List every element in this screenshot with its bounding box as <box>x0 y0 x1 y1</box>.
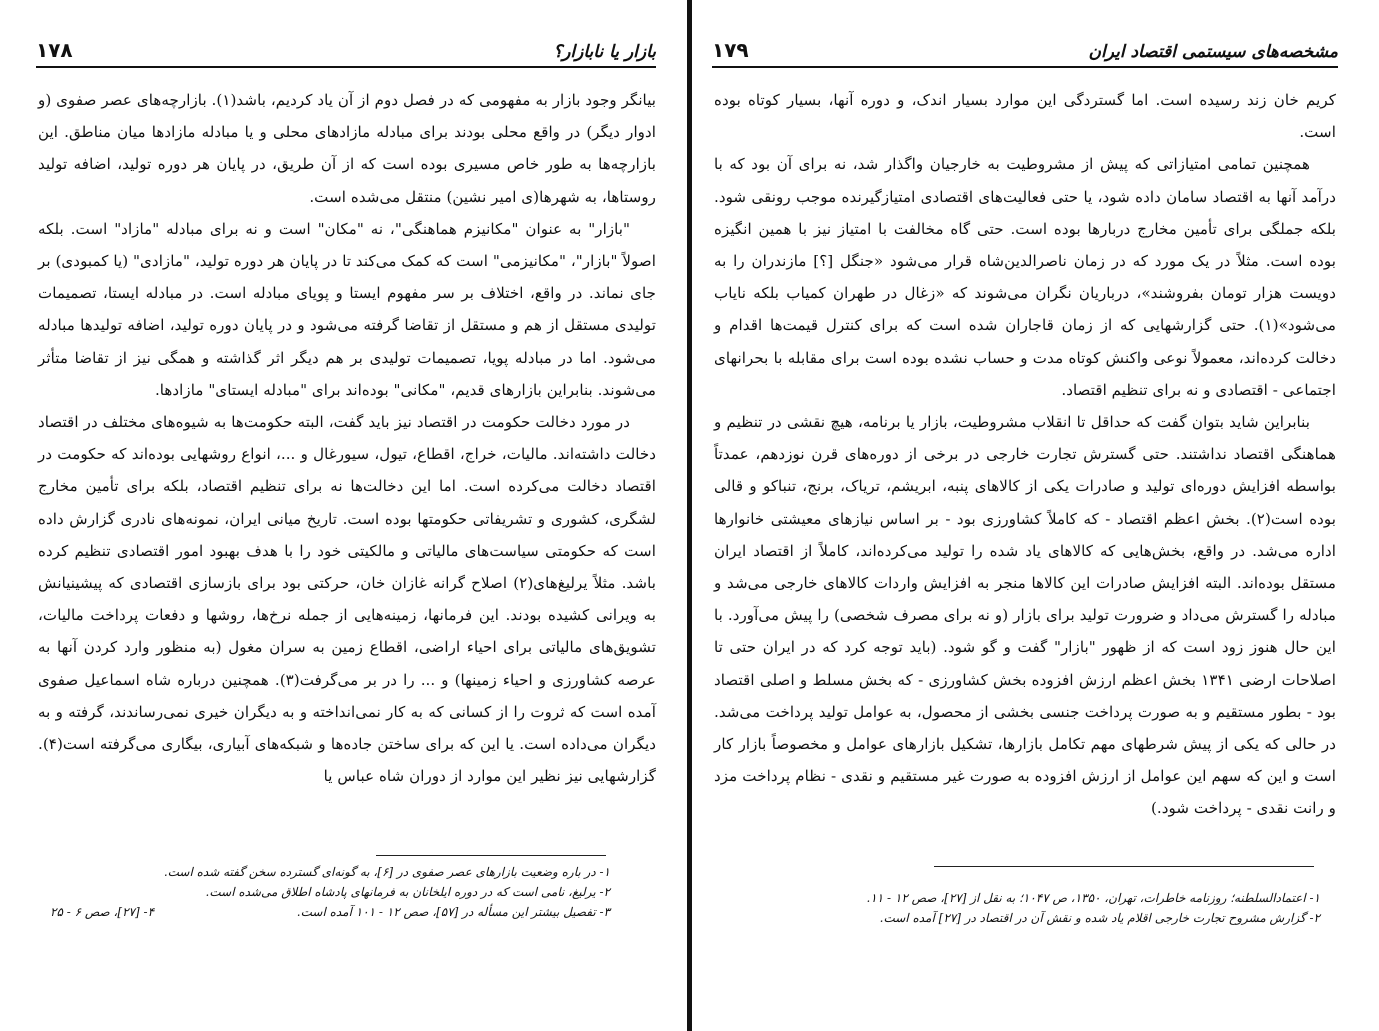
page-number: ۱۷۹ <box>712 38 749 62</box>
left-running-head <box>36 28 656 62</box>
right-footnotes <box>784 888 1320 928</box>
footnote: ۱- در باره وضعیت بازارهای عصر صفوی در [۶]، به گونه‌ای گسترده سخن گفته شده است. <box>163 865 610 879</box>
footnote: ۱- اعتمادالسلطنه؛ روزنامه خاطرات، تهران، ۱۳۵۰، ص ۱۰۴۷؛ به نقل از [۲۷]، صص ۱۲ - ۱۱. <box>866 891 1320 905</box>
footnote-rule <box>934 866 1314 867</box>
paragraph: در مورد دخالت حکومت در اقتصاد نیز باید گفت، البته حکومت‌ها به شیوه‌های مختلف در اقتصاد دخالت داشته‌اند. مالیات، خراج، اقطاع، تیول، سیورغال و ...، انواع روشهایی بوده‌اند که حکومت در اقتصاد دخالت می‌کرده است. اما این دخالت‌ها نه برای تنظیم اقتصاد، بلکه برای تأمین مخارج لشگری، کشوری و تشریفاتی حکومتها بوده است. تاریخ میانی ایران، نمونه‌های نادری گزارش داده است که حکومتی سیاست‌های مالیاتی و مالکیتی خود را با هدف بهبود امور اقتصادی تنظیم کرده باشد. مثلاً یرلیغ‌های(۲) اصلاح گرانه غازان خان، حرکتی بود برای بازسازی اقتصادی که پیشینیانش به ویرانی کشیده بودند. این فرمانها، زمینه‌هایی از جمله نرخ‌ها، روشها و دفعات پرداخت مالیات، تشویق‌های مالیاتی برای احیاء اراضی، اقطاع زمین به سران مغول (به منظور وارد کردن آنها به عرصه کشاورزی و احیاء زمینها) و ... را در بر می‌گرفت(۳). همچنین درباره شاه اسماعیل صفوی آمده است که ثروت را از کسانی که به کار نمی‌انداخته و به دیگران خیری نمی‌رساندند، گرفته و به دیگران می‌داده است. یا این که برای ساختن جاده‌ها و شبکه‌های آبیاری، بیگاری می‌گرفته است(۴). گزارشهایی نیز نظیر این موارد از دوران شاه عباس یا <box>38 413 656 786</box>
running-title: بازار یا نابازار؟ <box>553 42 656 62</box>
footnote: ۲- یرلیغ، نامی است که در دوره ایلخانان به فرمانهای پادشاه اطلاق می‌شده است. <box>205 885 610 899</box>
footnote-row <box>50 902 610 922</box>
page-number: ۱۷۸ <box>36 38 73 62</box>
footnote: ۲- گزارش مشروح تجارت خارجی اقلام یاد شده و نقش آن در اقتصاد در [۲۷] آمده است. <box>879 911 1320 925</box>
paragraph: بنابراین شاید بتوان گفت که حداقل تا انقلاب مشروطیت، بازار یا برنامه، هیچ نقشی در تنظیم و هماهنگی اقتصاد نداشتند. حتی گسترش تجارت خارجی در برخی از دوره‌های قرن نوزدهم، عمدتاً بواسطه افزایش دوره‌ای تولید و صادرات یکی از کالاهای پنبه، ابریشم، تریاک، برنج، تنباکو و قالی بوده است(۲). بخش اعظم اقتصاد - که کاملاً کشاورزی بود - بر اساس نیازهای معیشتی خانوارها اداره می‌شد. در واقع، بخش‌هایی که کالاهای یاد شده را تولید می‌کرده‌اند، کاملاً از اقتصاد ایران مستقل بوده‌اند. البته افزایش صادرات این کالاها منجر به افزایش واردات کالاهای خارجی می‌شد و مبادله را گسترش می‌داد و ضرورت تولید برای بازار (و نه برای مصرف شخصی) را پیش می‌آورد. با این حال هنوز زود است که از ظهور "بازار" گفت و گو شود. (باید توجه کرد که در ایران حتی تا اصلاحات ارضی ۱۳۴۱ بخش اعظم ارزش افزوده بخش کشاورزی - که بخش مسلط و اصلی اقتصاد بود - بطور مستقیم و به صورت پرداخت جنسی بخشی از محصول، به عوامل تولید پرداخت می‌شد. در حالی که یکی از پیش شرطهای مهم تکامل بازارها، تشکیل بازارهای عوامل و مخصوصاً بازار کار است و این که سهم این عوامل از ارزش افزوده به صورت غیر مستقیم و نقدی - نظام پرداخت مزد و رانت نقدی - پرداخت شود.) <box>714 413 1336 818</box>
paragraph: همچنین تمامی امتیازاتی که پیش از مشروطیت به خارجیان واگذار شد، نه برای آن بود که با درآمد آنها به اقتصاد سامان داده شود، یا حتی فعالیت‌های اقتصادی امتیازگیرنده موجب رونقی شود. بلکه جملگی برای تأمین مخارج دربارها بوده است. حتی گاه مخالفت با امتیاز نیز با همین انگیزه بوده است. مثلاً در یک مورد که در زمان ناصرالدین‌شاه قرار می‌شود «جنگل [؟] مازندران را به دویست هزار تومان بفروشند»، درباریان نگران می‌شوند که «زغال در طهران کمیاب بلکه نایاب می‌شود»(۱). حتی گزارشهایی که از زمان قاجاران شده است که برای کنترل قیمت‌ها اقدام و دخالت کرده‌اند، معمولاً نوعی واکنش کوتاه مدت و حساب نشده بوده است برای مقابله با بحرانهای اجتماعی - اقتصادی و نه برای تنظیم اقتصاد. <box>714 155 1336 399</box>
left-body-text <box>38 84 656 792</box>
footnote: ۳- تفصیل بیشتر این مسأله در [۵۷]، صص ۱۲ - ۱۰۱ آمده است. <box>296 905 610 919</box>
left-page <box>0 0 686 1031</box>
left-footnotes <box>50 862 610 922</box>
header-rule <box>712 66 1338 68</box>
running-title: مشخصه‌های سیستمی اقتصاد ایران <box>1088 42 1338 62</box>
header-rule <box>36 66 656 68</box>
right-running-head <box>712 28 1338 62</box>
paragraph: بیانگر وجود بازار به مفهومی که در فصل دوم از آن یاد کردیم، باشد(۱). بازارچه‌های عصر صفوی (و ادوار دیگر) در واقع محلی بودند برای مبادله مازادهای محلی و یا مبادله مازادها میان مناطق. این بازارچه‌ها به طور خاص مسیری بوده است که از آن طریق، در پایان هر دوره تولید، اضافه تولید روستاها، به شهرها(ی امیر نشین) منتقل می‌شده است. <box>38 91 656 206</box>
paragraph: کریم خان زند رسیده است. اما گستردگی این موارد بسیار اندک، و دوره آنها، بسیار کوتاه بوده است. <box>714 91 1336 142</box>
footnote: ۴- [۲۷]، صص ۶ - ۲۵ <box>50 905 155 919</box>
footnote-rule <box>376 855 606 856</box>
paragraph: "بازار" به عنوان "مکانیزم هماهنگی"، نه "مکان" است و نه برای مبادله "مازاد" است. بلکه اصولاً "بازار"، "مکانیزمی" است که کمک می‌کند تا در پایان هر دوره تولید، "مازادی" (یا کمبودی) بر جای نماند. در واقع، اختلاف بر سر مفهوم ایستا و پویای مبادله است. در مبادله ایستا، تصمیمات تولیدی مستقل از هم و مستقل از تقاضا گرفته می‌شود و در پایان دوره تولید، اضافه تولیدها مبادله می‌شود. اما در مبادله پویا، تصمیمات تولیدی بر هم دیگر اثر گذاشته و همگی نیز از تقاضا متأثر می‌شوند. بنابراین بازارهای قدیم، "مکانی" بوده‌اند برای "مبادله ایستای" مازادها. <box>38 219 656 399</box>
right-body-text <box>714 84 1336 825</box>
book-spine <box>687 0 692 1031</box>
right-page <box>694 0 1379 1031</box>
